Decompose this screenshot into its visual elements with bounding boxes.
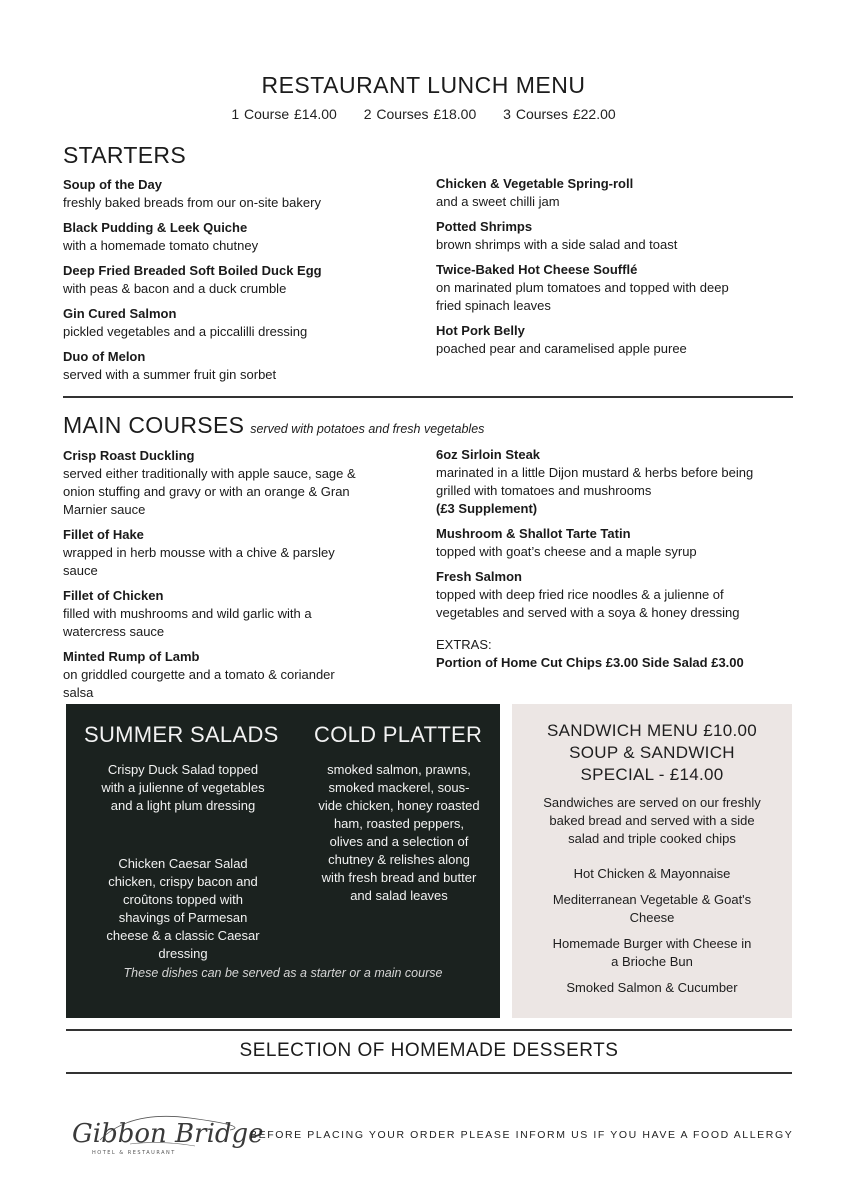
item-name: Soup of the Day (63, 177, 162, 192)
menu-item (436, 446, 786, 518)
divider (63, 396, 793, 398)
item-desc: poached pear and caramelised apple puree (436, 341, 687, 356)
logo-subtitle: HOTEL & RESTAURANT (92, 1150, 176, 1156)
extras-text: Portion of Home Cut Chips £3.00 Side Salad £3.00 (436, 655, 744, 670)
starters-title: STARTERS (63, 142, 186, 168)
price-3-courses: 3 Courses £22.00 (503, 106, 616, 122)
course-prices (0, 106, 847, 122)
item-supplement: (£3 Supplement) (436, 501, 538, 516)
item-name: Mushroom & Shallot Tarte Tatin (436, 526, 631, 541)
menu-item (63, 648, 368, 702)
special-price: SPECIAL - £14.00 (580, 765, 724, 784)
starters-right-column (436, 175, 756, 365)
item-name: Black Pudding & Leek Quiche (63, 220, 248, 235)
salads-platter-box (66, 704, 500, 1018)
sandwich-item: Mediterranean Vegetable & Goat's Cheese (552, 892, 752, 925)
price-2-courses: 2 Courses £18.00 (363, 106, 477, 122)
item-desc: with a homemade tomato chutney (63, 238, 259, 253)
mains-left-column (63, 447, 368, 709)
divider (66, 1029, 792, 1031)
menu-item (63, 305, 433, 341)
extras-label: EXTRAS: (436, 637, 492, 652)
sandwich-item: Homemade Burger with Cheese in a Brioche Bun (552, 936, 752, 969)
desserts-heading: SELECTION OF HOMEMADE DESSERTS (239, 1040, 619, 1061)
cold-platter-desc: smoked salmon, prawns, smoked mackerel, sous-vide chicken, honey roasted ham, roasted peppers, olives and a selection of chutney & relishes along with fresh bread and butter and salad leaves (318, 762, 480, 903)
divider (66, 1072, 792, 1074)
item-desc: on griddled courgette and a tomato & coriander salsa (63, 667, 335, 700)
menu-item (63, 447, 368, 519)
menu-item (63, 262, 433, 298)
item-desc: pickled vegetables and a piccalilli dressing (63, 324, 308, 339)
chicken-caesar-salad: Chicken Caesar Salad chicken, crispy bacon and croûtons topped with shavings of Parmesan cheese & a classic Caesar dressing (106, 856, 260, 961)
menu-item (436, 218, 756, 254)
sandwich-item: Hot Chicken & Mayonnaise (573, 866, 731, 881)
menu-item (63, 526, 368, 580)
item-name: Duo of Melon (63, 349, 146, 364)
sandwich-box (512, 704, 792, 1018)
item-name: Chicken & Vegetable Spring-roll (436, 176, 634, 191)
item-desc: brown shrimps with a side salad and toast (436, 237, 678, 252)
sandwich-list (552, 865, 752, 1005)
mains-title (63, 412, 484, 439)
item-desc: served with a summer fruit gin sorbet (63, 367, 277, 382)
item-desc: with peas & bacon and a duck crumble (63, 281, 287, 296)
box-note: These dishes can be served as a starter or a main course (123, 966, 443, 980)
sandwich-heading (512, 720, 792, 786)
item-name: Hot Pork Belly (436, 323, 525, 338)
item-name: Fillet of Chicken (63, 588, 164, 603)
logo-wordmark: Gibbon Bridge (72, 1119, 264, 1149)
summer-salads-title: SUMMER SALADS (84, 722, 279, 747)
item-desc: and a sweet chilli jam (436, 194, 560, 209)
sandwich-menu-price: SANDWICH MENU £10.00 (546, 721, 758, 740)
item-name: Potted Shrimps (436, 219, 533, 234)
item-name: Gin Cured Salmon (63, 306, 177, 321)
menu-item (63, 176, 433, 212)
item-desc: marinated in a little Dijon mustard & herbs before being grilled with tomatoes and mushrooms (436, 465, 754, 498)
price-1-course: 1 Course £14.00 (231, 106, 337, 122)
item-name: Fillet of Hake (63, 527, 144, 542)
item-name: 6oz Sirloin Steak (436, 447, 541, 462)
menu-item (436, 175, 756, 211)
allergy-notice: BEFORE PLACING YOUR ORDER PLEASE INFORM US IF YOU HAVE A FOOD ALLERGY (250, 1129, 794, 1141)
item-desc: served either traditionally with apple sauce, sage & onion stuffing and gravy or with an orange & Gran Marnier sauce (63, 466, 356, 517)
item-desc: topped with deep fried rice noodles & a julienne of vegetables and served with a soya & honey dressing (436, 587, 740, 620)
item-desc: on marinated plum tomatoes and topped with deep fried spinach leaves (436, 280, 729, 313)
menu-item (436, 261, 756, 315)
gibbon-bridge-logo (70, 1100, 264, 1170)
crispy-duck-salad: Crispy Duck Salad topped with a julienne of vegetables and a light plum dressing (101, 762, 265, 813)
item-name: Twice-Baked Hot Cheese Soufflé (436, 262, 638, 277)
item-desc: wrapped in herb mousse with a chive & parsley sauce (63, 545, 335, 578)
item-desc: filled with mushrooms and wild garlic with a watercress sauce (63, 606, 312, 639)
item-desc: topped with goat’s cheese and a maple syrup (436, 544, 697, 559)
sandwich-item: Smoked Salmon & Cucumber (566, 980, 738, 995)
item-name: Crisp Roast Duckling (63, 448, 195, 463)
starters-left-column (63, 176, 433, 391)
mains-title-text: MAIN COURSES (63, 412, 245, 438)
item-name: Deep Fried Breaded Soft Boiled Duck Egg (63, 263, 322, 278)
menu-item (63, 587, 368, 641)
mains-right-column (436, 446, 786, 679)
extras (436, 636, 786, 672)
menu-item (436, 322, 756, 358)
menu-item (436, 525, 786, 561)
menu-title: RESTAURANT LUNCH MENU (261, 72, 586, 98)
menu-item (63, 219, 433, 255)
soup-sandwich-title: SOUP & SANDWICH (569, 743, 735, 762)
cold-platter-title: COLD PLATTER (314, 722, 483, 747)
item-name: Minted Rump of Lamb (63, 649, 200, 664)
menu-item (436, 568, 786, 622)
menu-item (63, 348, 433, 384)
sandwich-intro: Sandwiches are served on our freshly baked bread and served with a side salad and triple cooked chips (543, 795, 761, 846)
item-name: Fresh Salmon (436, 569, 522, 584)
mains-subtitle: served with potatoes and fresh vegetables (250, 422, 485, 436)
item-desc: freshly baked breads from our on-site bakery (63, 195, 321, 210)
